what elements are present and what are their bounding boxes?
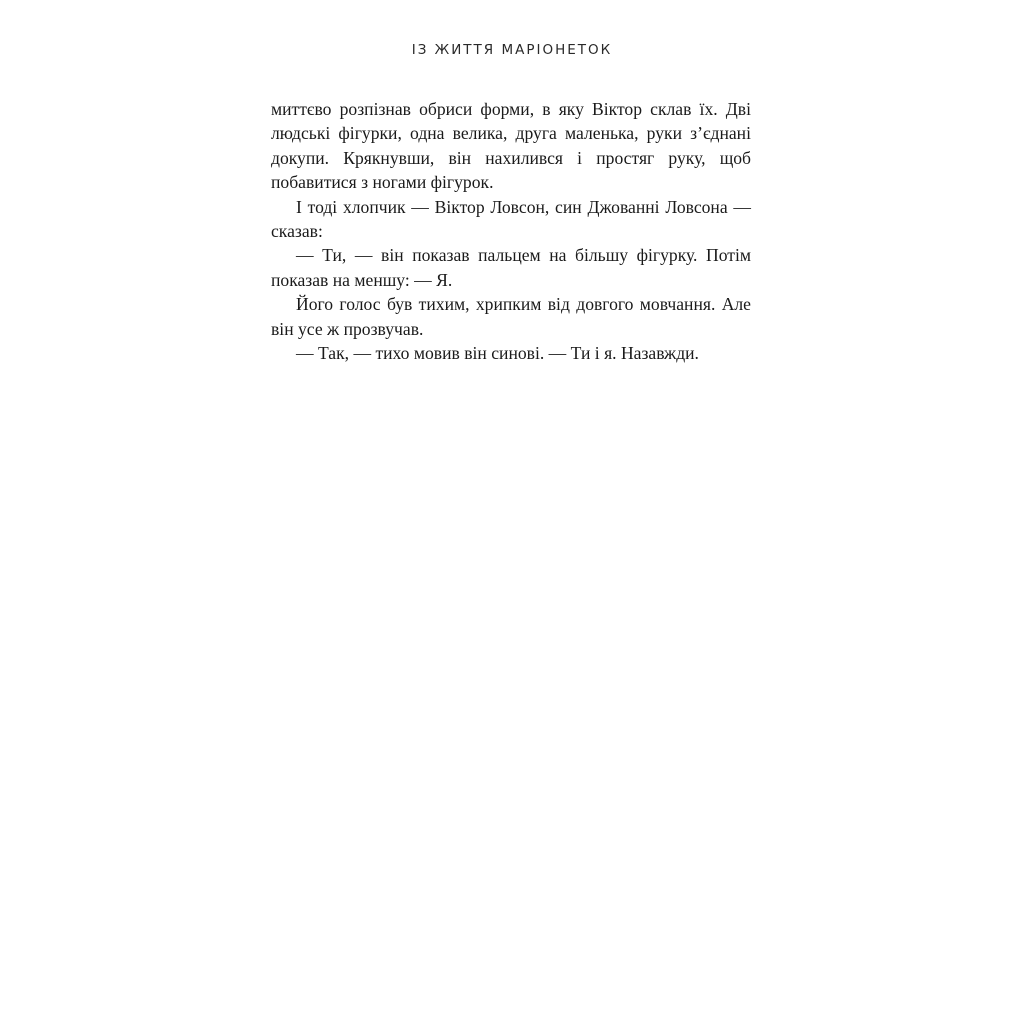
paragraph-forever: — Так, — тихо мовив він синові. — Ти і я. Назавжди. [296, 343, 699, 364]
paragraph-continuation: миттєво розпізнав обриси форми, в яку Віктор склав їх. Дві людські фігурки, одна велика, друга маленька, руки з’єднані докупи. Крякнувши, він нахилився і простяг руку, щоб побавитися з ногами фігурок. [271, 99, 751, 193]
paragraph-voice: Його голос був тихим, хрипким від довгого мовчання. Але він усе ж прозвучав. [271, 294, 751, 339]
body-text [271, 97, 751, 365]
paragraph-boy-speaks: І тоді хлопчик — Віктор Ловсон, син Джованні Ловсона — сказав: [271, 196, 751, 242]
running-head: ІЗ ЖИТТЯ МАРІОНЕТОК [411, 42, 613, 58]
paragraph-dialogue-you-me: — Ти, — він показав пальцем на більшу фігурку. Потім показав на меншу: — Я. [271, 245, 751, 290]
